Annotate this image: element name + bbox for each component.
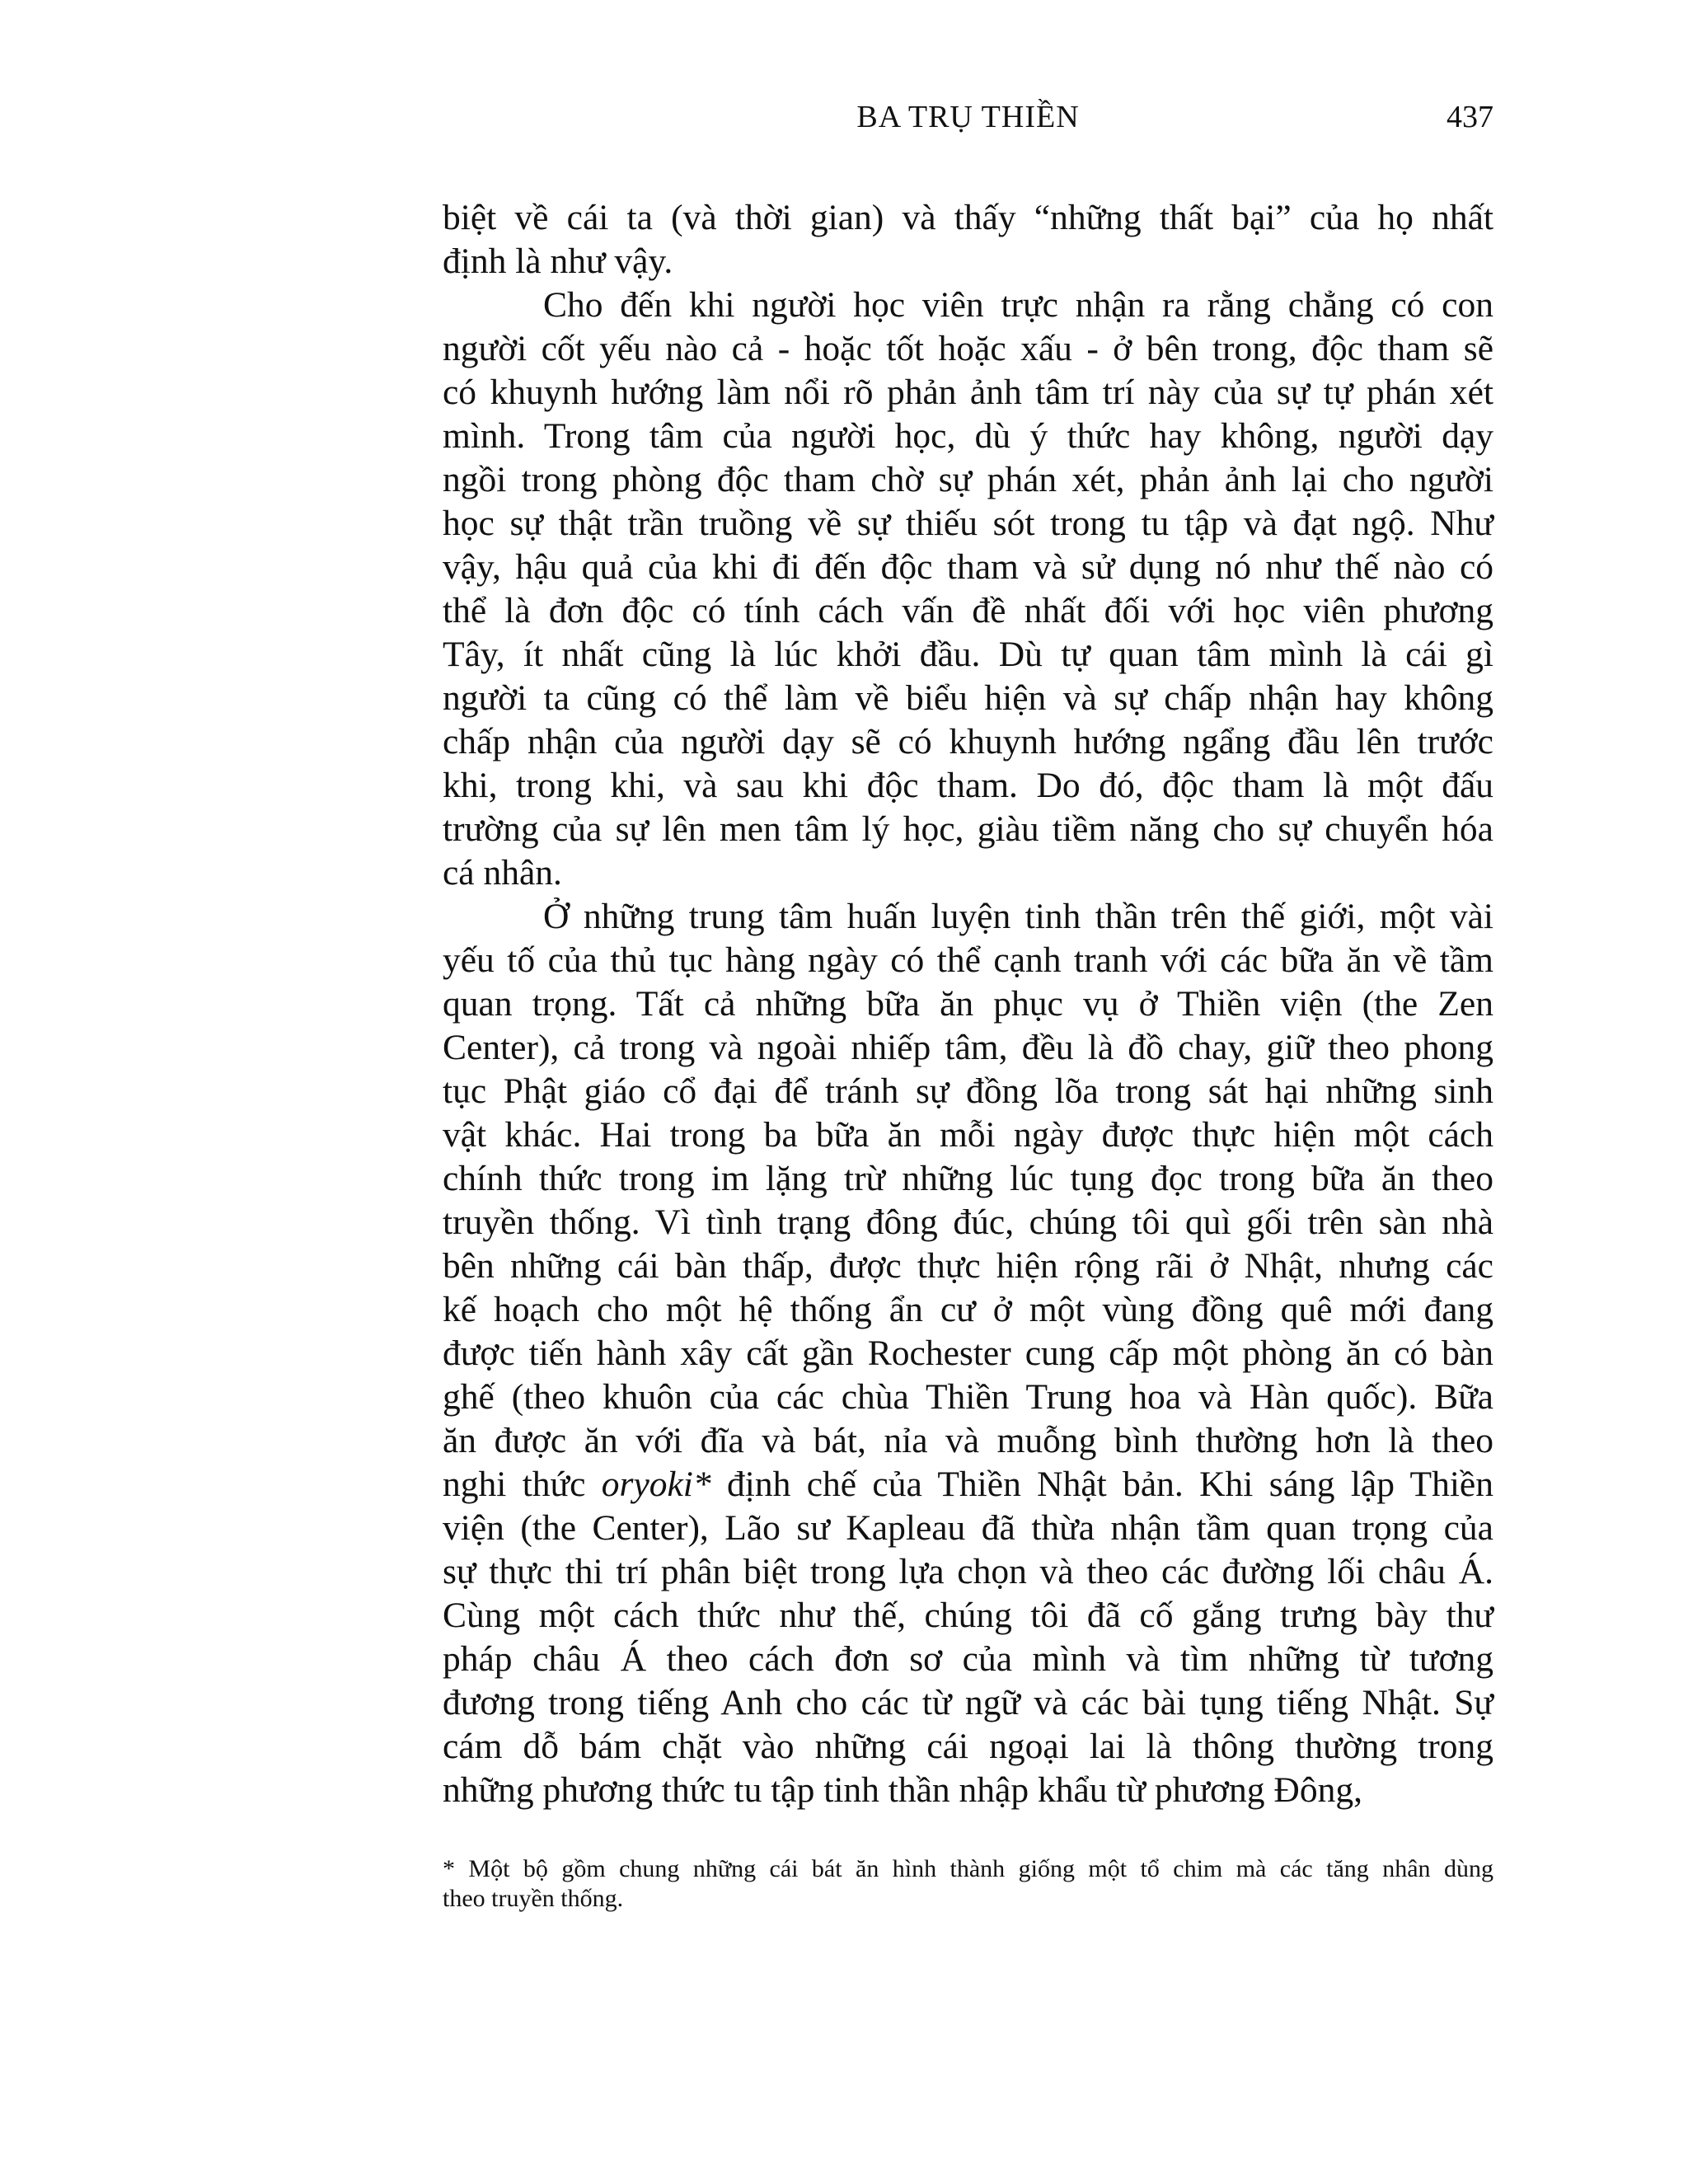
text-line: học sự thật trần truồng về sự thiếu sót trong tu tập và đạt ngộ. Như bbox=[443, 504, 1493, 543]
running-header bbox=[443, 92, 1493, 142]
text-line: vật khác. Hai trong ba bữa ăn mỗi ngày được thực hiện một cách bbox=[443, 1115, 1493, 1155]
text-line: định là như vậy. bbox=[443, 241, 673, 281]
running-title: BA TRỤ THIỀN bbox=[856, 100, 1080, 134]
text-line: khi, trong khi, và sau khi độc tham. Do đó, độc tham là một đấu bbox=[443, 766, 1493, 805]
text-line: pháp châu Á theo cách đơn sơ của mình và tìm những từ tương bbox=[443, 1639, 1493, 1679]
text-line: Tây, ít nhất cũng là lúc khởi đầu. Dù tự quan tâm mình là cái gì bbox=[443, 635, 1493, 674]
text-line: Cùng một cách thức như thế, chúng tôi đã cố gắng trưng bày thư bbox=[443, 1596, 1493, 1635]
text-line: những phương thức tu tập tinh thần nhập khẩu từ phương Đông, bbox=[443, 1770, 1362, 1810]
text-line: truyền thống. Vì tình trạng đông đúc, chúng tôi quì gối trên sàn nhà bbox=[443, 1202, 1493, 1242]
text-line: chấp nhận của người dạy sẽ có khuynh hướng ngẩng đầu lên trước bbox=[443, 722, 1493, 762]
page-number: 437 bbox=[1447, 100, 1493, 134]
text-line: Center), cả trong và ngoài nhiếp tâm, đều là đồ chay, giữ theo phong bbox=[443, 1028, 1493, 1067]
text-line: ăn được ăn với đĩa và bát, nỉa và muỗng bình thường hơn là theo bbox=[443, 1421, 1493, 1460]
text-line: ngồi trong phòng độc tham chờ sự phán xét, phản ảnh lại cho người bbox=[443, 460, 1493, 499]
text-line: tục Phật giáo cổ đại để tránh sự đồng lõa trong sát hại những sinh bbox=[443, 1071, 1493, 1111]
text-line: được tiến hành xây cất gần Rochester cung cấp một phòng ăn có bàn bbox=[443, 1333, 1493, 1373]
text-line: viện (the Center), Lão sư Kapleau đã thừa nhận tầm quan trọng của bbox=[443, 1508, 1493, 1548]
text-segment: nghi thức bbox=[443, 1465, 602, 1504]
text-line: bên những cái bàn thấp, được thực hiện rộng rãi ở Nhật, nhưng các bbox=[443, 1246, 1493, 1286]
text-line: yếu tố của thủ tục hàng ngày có thể cạnh tranh với các bữa ăn về tầm bbox=[443, 940, 1493, 980]
paragraph-first-line: Ở những trung tâm huấn luyện tinh thần trên thế giới, một vài bbox=[543, 897, 1493, 936]
footnote-term: oryoki* bbox=[601, 1465, 711, 1504]
text-line: người cốt yếu nào cả - hoặc tốt hoặc xấu - ở bên trong, độc tham sẽ bbox=[443, 329, 1493, 368]
text-line: thể là đơn độc có tính cách vấn đề nhất đối với học viên phương bbox=[443, 591, 1493, 630]
text-line: trường của sự lên men tâm lý học, giàu tiềm năng cho sự chuyển hóa bbox=[443, 809, 1493, 849]
text-line: vậy, hậu quả của khi đi đến độc tham và sử dụng nó như thế nào có bbox=[443, 547, 1493, 587]
text-line: đương trong tiếng Anh cho các từ ngữ và các bài tụng tiếng Nhật. Sự bbox=[443, 1683, 1493, 1722]
text-line: chính thức trong im lặng trừ những lúc tụng đọc trong bữa ăn theo bbox=[443, 1159, 1493, 1198]
text-line: cám dỗ bám chặt vào những cái ngoại lai là thông thường trong bbox=[443, 1727, 1493, 1766]
body-text bbox=[443, 196, 1493, 1812]
text-line-with-footnote-ref bbox=[443, 1463, 1493, 1507]
text-line: kế hoạch cho một hệ thống ẩn cư ở một vùng đồng quê mới đang bbox=[443, 1290, 1493, 1329]
footnote-line: theo truyền thống. bbox=[443, 1885, 624, 1912]
paragraph-first-line: Cho đến khi người học viên trực nhận ra rằng chẳng có con bbox=[543, 285, 1493, 325]
text-line: quan trọng. Tất cả những bữa ăn phục vụ ở Thiền viện (the Zen bbox=[443, 984, 1493, 1024]
footnote-line: * Một bộ gồm chung những cái bát ăn hình thành giống một tổ chim mà các tăng nhân dùng bbox=[443, 1855, 1493, 1882]
text-line: có khuynh hướng làm nổi rõ phản ảnh tâm trí này của sự tự phán xét bbox=[443, 373, 1493, 412]
text-segment: định chế của Thiền Nhật bản. Khi sáng lập Thiền bbox=[710, 1465, 1493, 1504]
text-line: biệt về cái ta (và thời gian) và thấy “những thất bại” của họ nhất bbox=[443, 198, 1493, 237]
text-line: cá nhân. bbox=[443, 853, 562, 893]
footnote bbox=[443, 1854, 1493, 1914]
text-line: người ta cũng có thể làm về biểu hiện và sự chấp nhận hay không bbox=[443, 678, 1493, 718]
text-line: mình. Trong tâm của người học, dù ý thức hay không, người dạy bbox=[443, 416, 1493, 456]
text-line: sự thực thi trí phân biệt trong lựa chọn và theo các đường lối châu Á. bbox=[443, 1552, 1493, 1591]
text-line: ghế (theo khuôn của các chùa Thiền Trung hoa và Hàn quốc). Bữa bbox=[443, 1377, 1493, 1417]
